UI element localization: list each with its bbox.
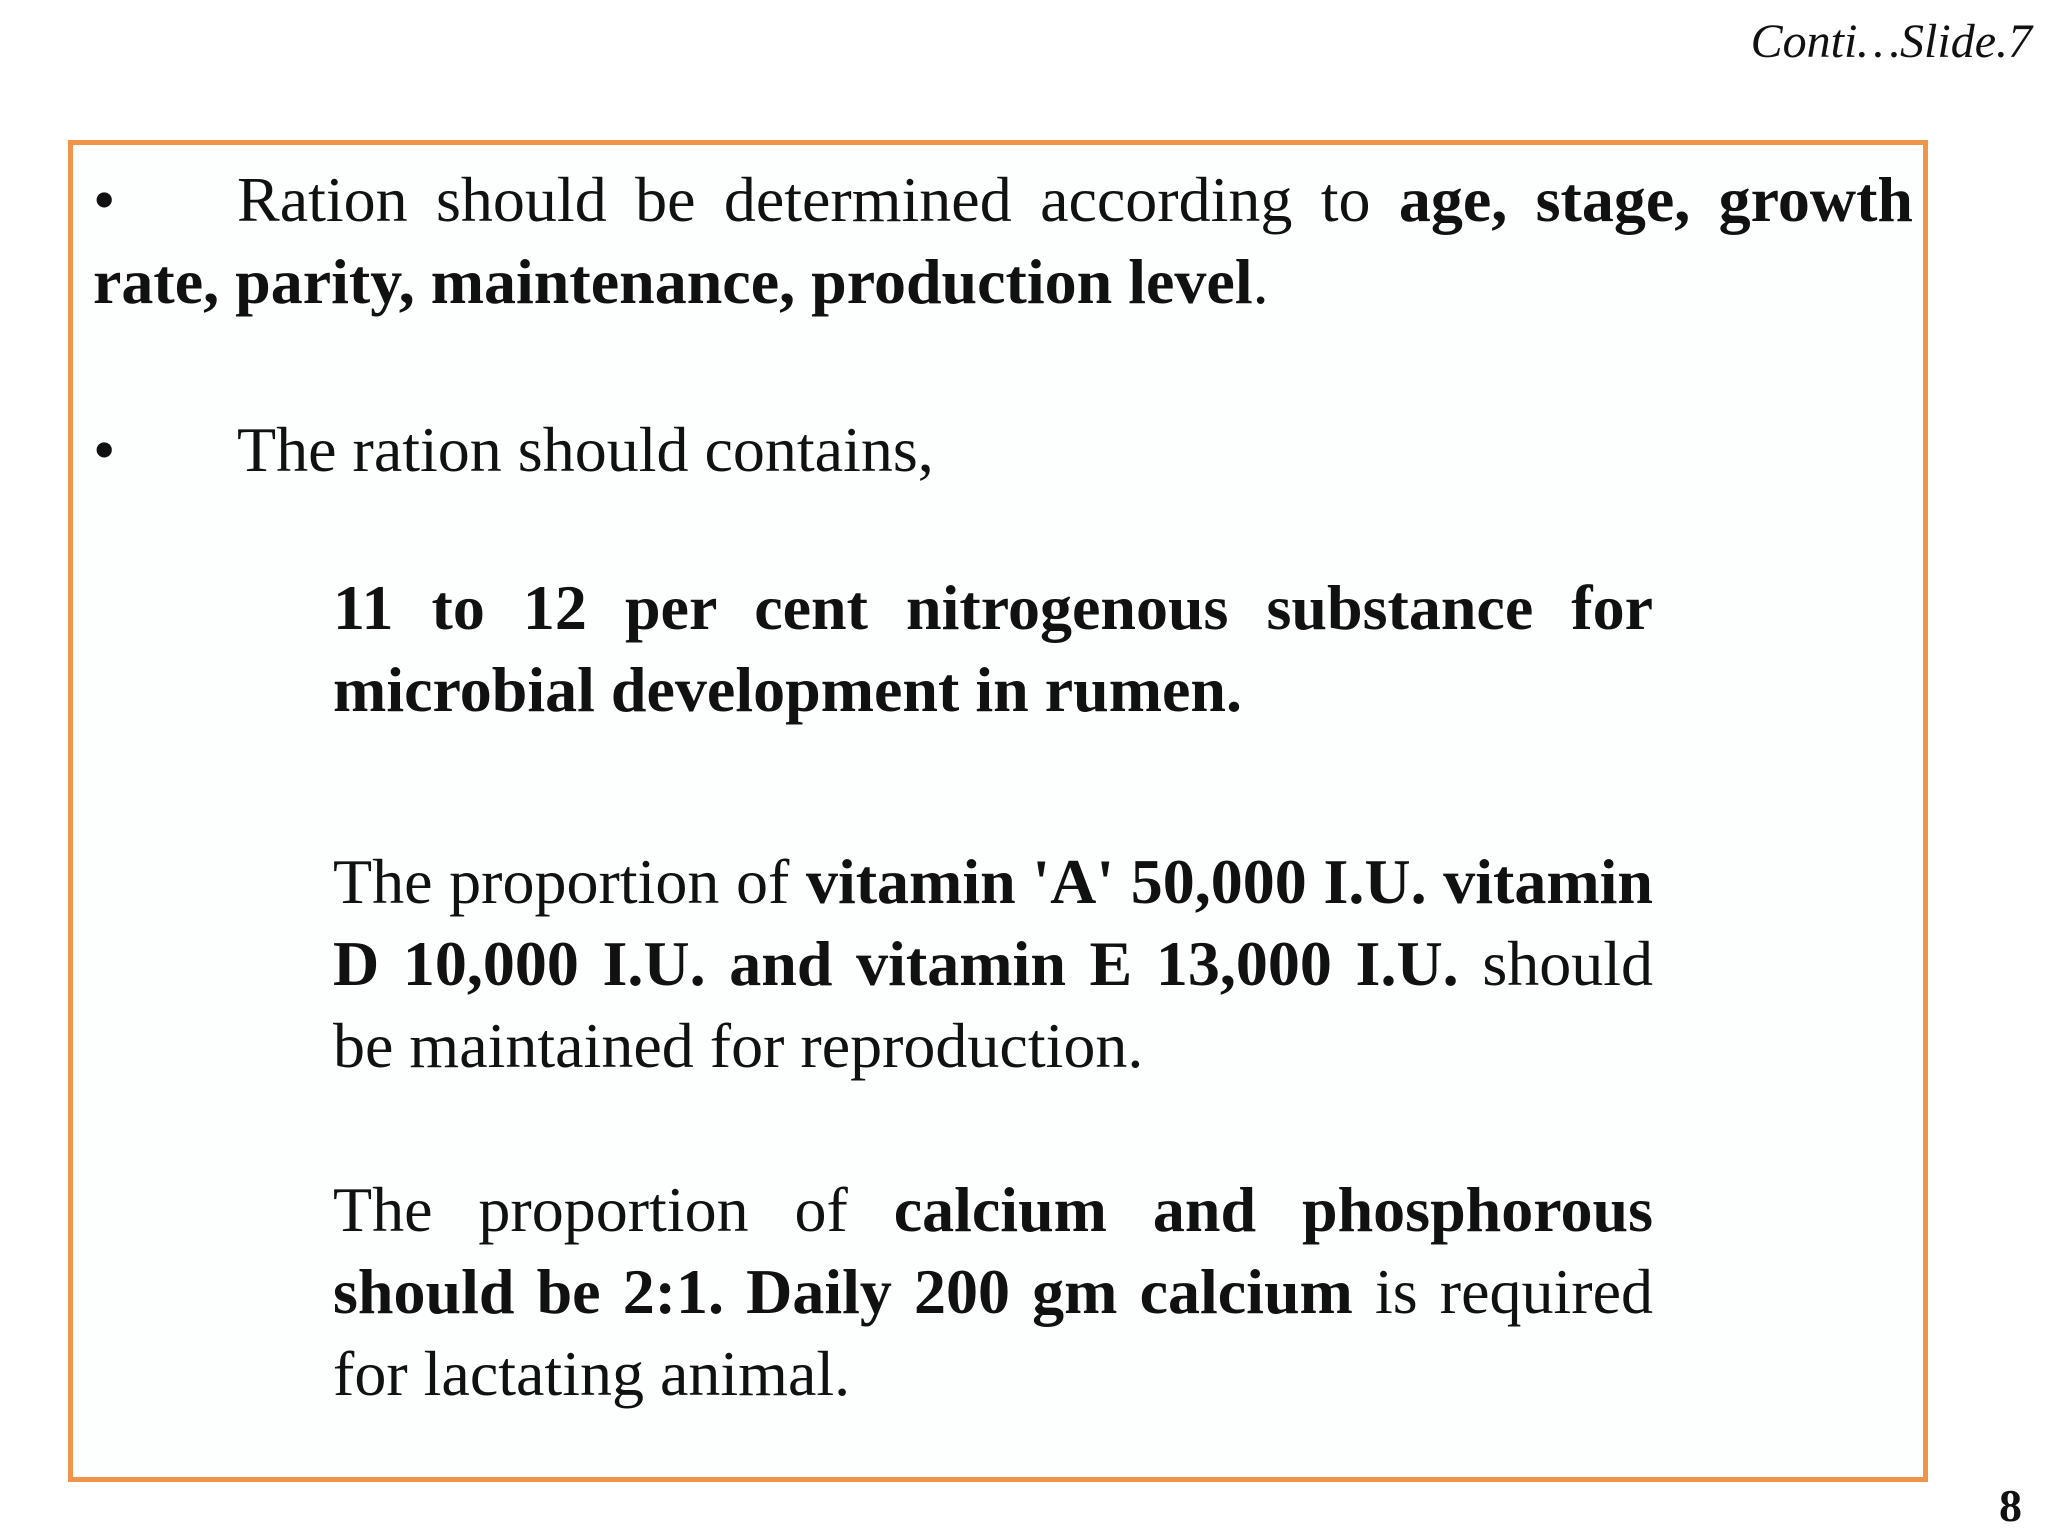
nitrogen-text: 11 to 12 per cent nitrogenous substance for microbial development in rumen. [333, 572, 1653, 725]
sub-item-nitrogen [333, 567, 1653, 731]
vitamins-lead: The proportion of [333, 846, 806, 917]
minerals-tail: is required for lactating animal. [333, 1256, 1653, 1409]
sub-item-vitamins [333, 841, 1653, 1087]
bullet-text: The ration should contains, [237, 414, 934, 485]
minerals-bold: calcium and phosphorous should be 2:1. Daily 200 gm calcium [333, 1174, 1654, 1327]
bullet-marker: • [93, 164, 116, 235]
vitamins-bold: vitamin 'A' 50,000 I.U. vitamin D 10,000 I.U. and vitamin E 13,000 I.U. [333, 846, 1654, 999]
vitamins-tail: should be maintained for reproduction. [333, 928, 1654, 1081]
bullet-marker: • [93, 414, 116, 485]
bullet-ration-contains [93, 409, 1913, 491]
bullet-text: Ration should be determined according to [237, 164, 1399, 235]
content-box [68, 140, 1928, 1482]
bullet-factors-bold: age, stage, growth rate, parity, maintenance, production level [93, 164, 1913, 317]
page-number: 8 [1999, 1480, 2022, 1531]
bullet-end: . [1252, 246, 1269, 317]
sub-item-minerals [333, 1169, 1653, 1415]
slide-reference: Conti…Slide.7 [1750, 15, 2032, 68]
bullet-ration-determination [93, 159, 1913, 323]
minerals-lead: The proportion of [333, 1174, 894, 1245]
